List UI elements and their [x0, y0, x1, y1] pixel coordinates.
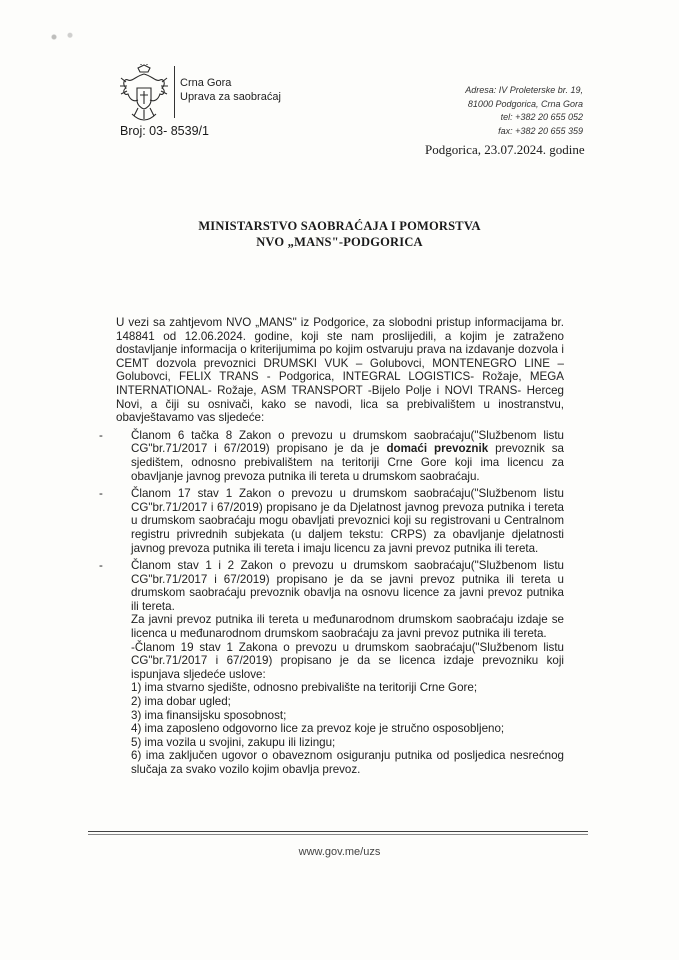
condition-item: 4) ima zaposleno odgovorno lice za prevoz koje je stručno osposobljeno;	[131, 722, 505, 736]
bullet-article-17	[99, 487, 564, 555]
issuer-country: Crna Gora	[180, 77, 232, 89]
scan-artifact	[42, 28, 82, 46]
footer-divider-secondary	[88, 834, 588, 835]
bullet-article-6	[99, 428, 564, 483]
recipient-line-2: NVO „MANS"-PODGORICA	[256, 235, 423, 249]
reference-number: Broj: 03- 8539/1	[120, 124, 209, 138]
bullet-2-text: Članom 17 stav 1 Zakon o prevozu u drumskom saobraćaju("Službenom listu CG"br.71/2017 i 67/2019) propisano je da Djelatnost javnog prevoza putnika i tereta u drumskom saobraćaju mogu obavljati prevoznici koji su registrovani u Centralnom registru privrednih subjekata (u daljem tekstu: CRPS) za obavljanje djelatnosti javnog prevoza putnika ili tereta i imaju licencu za javni prevoz putnika ili tereta.	[131, 487, 564, 555]
article-19-paragraph: -Članom 19 stav 1 Zakona o prevozu u drumskom saobraćaju("Službenom listu CG"br.71/2017 i 67/2019) propisano je da se licenca izdaje prevozniku koji ispunjava sljedeće uslove:	[131, 640, 564, 681]
address-city: 81000 Podgorica, Crna Gora	[467, 98, 583, 109]
address-fax: fax: +382 20 655 359	[498, 125, 583, 136]
header-divider	[174, 66, 175, 118]
bullet-3-text: Članom stav 1 i 2 Zakon o prevozu u drumskom saobraćaju("Službenom listu CG"br.71/2017 i 67/2019) propisano je da se javni prevoz putnika ili tereta u drumskom saobraćaju prevoznik obavlja na osnovu licence za javni prevoz putnika ili tereta.	[131, 559, 564, 613]
bullet-article-licence	[99, 559, 564, 613]
footer-website: www.gov.me/uzs	[298, 846, 381, 858]
international-licence-paragraph: Za javni prevoz putnika ili tereta u međunarodnom drumskom saobraćaju izdaje se licenca u međunarodnom drumskom saobraćaju za javni prevoz putnika ili tereta.	[131, 613, 564, 641]
letter-body	[99, 316, 564, 777]
recipient-line-1: MINISTARSTVO SAOBRAĆAJA I POMORSTVA	[198, 219, 481, 233]
montenegro-coat-of-arms-icon	[118, 64, 170, 122]
bullet-1-bold-term: domaći prevoznik	[386, 442, 489, 456]
condition-item: 5) ima vozila u svojini, zakupu ili lizingu;	[131, 735, 336, 749]
bullet-dash: -	[99, 559, 103, 573]
issuer-block	[180, 76, 281, 104]
condition-item: 3) ima finansijsku sposobnost;	[131, 708, 287, 722]
conditions-list	[116, 681, 564, 776]
address-tel: tel: +382 20 655 052	[500, 112, 583, 122]
address-street: Adresa: IV Proleterske br. 19,	[465, 85, 583, 95]
bullet-1-text-post: prevoznik sa sjedištem, odnosno prebivalištem na teritoriji Crne Gore koji ima licencu za obavljanje javnog prevoza putnika ili tereta u drumskom saobraćaju.	[131, 442, 564, 483]
bullet-dash: -	[99, 487, 103, 501]
bullet-1-text-pre: Članom 6 tačka 8 Zakon o prevozu u drumskom saobraćaju("Službenom listu CG"br.71/2017 i 67/2019) propisano je da je	[131, 428, 564, 456]
dateline: Podgorica, 23.07.2024. godine	[425, 142, 585, 157]
bullet-dash: -	[99, 428, 103, 442]
recipient-block	[0, 218, 679, 250]
condition-item: 6) ima zaključen ugovor o obaveznom osiguranju putnika od posljedica nesrećnog slučaja za svako vozilo kojim obavlja prevoz.	[131, 749, 564, 776]
issuer-agency: Uprava za saobraćaj	[180, 91, 281, 103]
intro-paragraph: U vezi sa zahtjevom NVO „MANS" iz Podgorice, za slobodni pristup informacijama br. 148841 od 12.06.2024. godine, koji ste nam proslijedili, a kojim je zatraženo dostavljanje informacija o kriterijumima po kojim ostvaruju prava na izdavanje dozvola i CEMT dozvola prevoznici DRUMSKI VUK – Golubovci, MONTENEGRO LINE – Golubovci, FELIX TRANS - Podgorica, INTEGRAL LOGISTICS- Rožaje, MEGA INTERNATIONAL- Rožaje, ASM TRANSPORT -Bijelo Polje i NOVI TRANS- Herceg Novi, a čiji su osnivači, kako se navodi, lica sa prebivalištem u inostranstvu, obavještavamo vas sljedeće:	[116, 316, 564, 425]
address-block	[465, 84, 583, 138]
condition-item: 1) ima stvarno sjedište, odnosno prebivalište na teritoriji Crne Gore;	[131, 681, 478, 695]
condition-item: 2) ima dobar ugled;	[131, 695, 231, 709]
footer-divider	[88, 831, 588, 832]
